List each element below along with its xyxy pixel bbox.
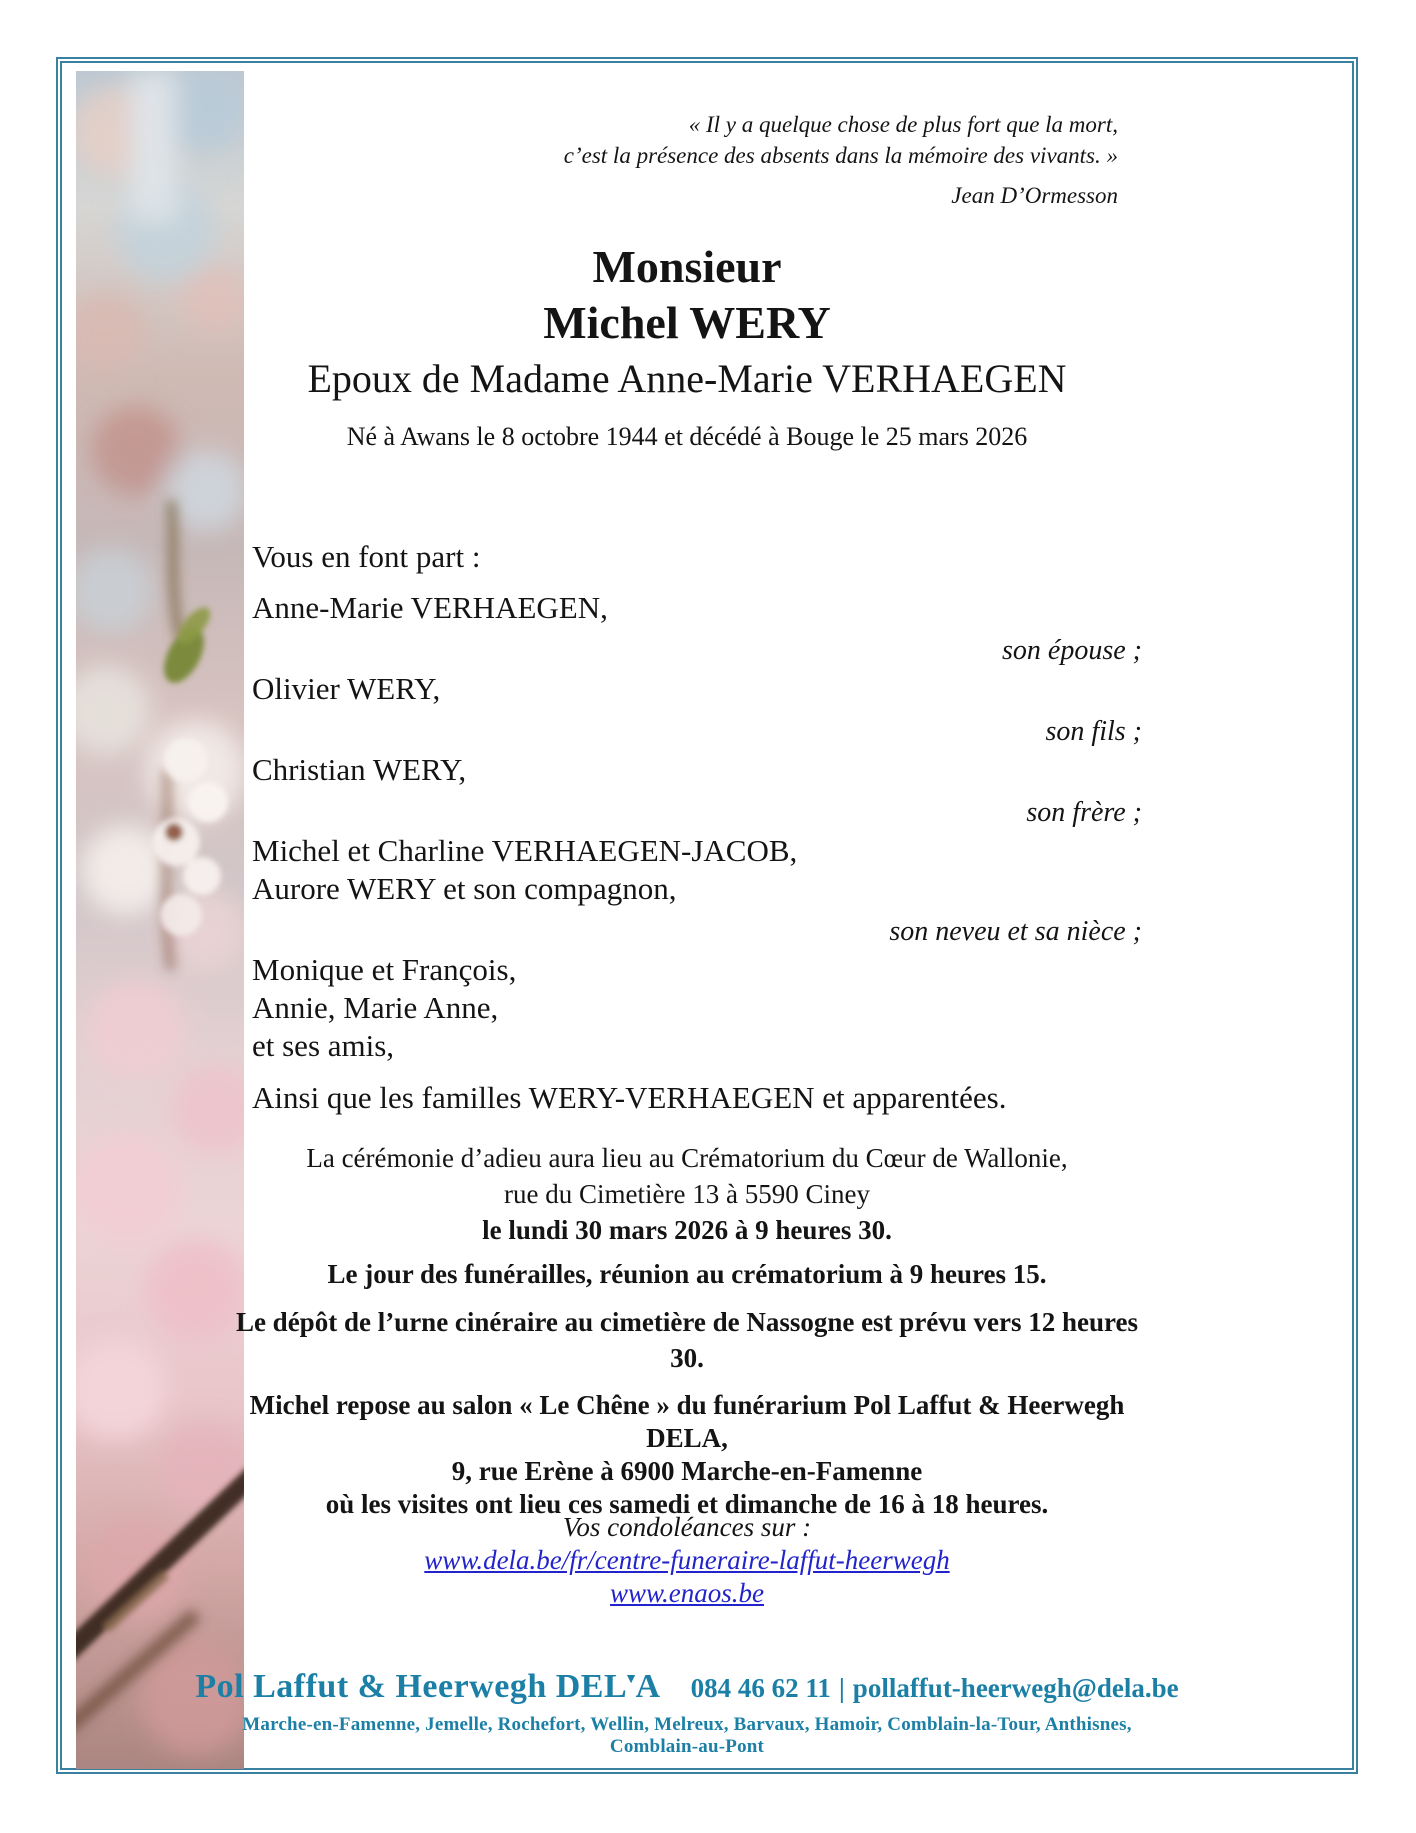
ceremony-datetime-line: le lundi 30 mars 2026 à 9 heures 30. <box>482 1215 892 1245</box>
urn-line: Le dépôt de l’urne cinéraire au cimetière de Nassogne est prévu vers 12 heures 30. <box>235 1307 1139 1373</box>
family-name: Anne-Marie VERHAEGEN, <box>252 590 608 625</box>
repose-block <box>232 1389 1142 1521</box>
salutation: Monsieur <box>592 241 782 292</box>
family-relation: son épouse ; <box>1002 635 1142 666</box>
family-name: Aurore WERY et son compagnon, <box>252 871 677 906</box>
quote-line: c’est la présence des absents dans la mémoire des vivants. » <box>563 143 1118 168</box>
footer-phone: 084 46 62 11 <box>690 1673 831 1703</box>
condolences-link-dela[interactable]: www.dela.be/fr/centre-funeraire-laffut-heerwegh <box>424 1545 950 1575</box>
family-name: Michel et Charline VERHAEGEN-JACOB, <box>252 833 798 868</box>
quote-line: « Il y a quelque chose de plus fort que la mort, <box>688 112 1118 137</box>
family-list <box>232 589 1142 1117</box>
funeral-home-footer <box>195 1668 1179 1758</box>
meeting-line: Le jour des funérailles, réunion au crématorium à 9 heures 15. <box>327 1259 1047 1289</box>
ceremony-address-line: rue du Cimetière 13 à 5590 Ciney <box>504 1179 870 1209</box>
families-closing-line: Ainsi que les familles WERY-VERHAEGEN et apparentées. <box>252 1080 1007 1115</box>
ceremony-details <box>232 1140 1142 1521</box>
family-name: Annie, Marie Anne, <box>252 990 499 1025</box>
family-name: Monique et François, <box>252 952 517 987</box>
repose-line: Michel repose au salon « Le Chêne » du funérarium Pol Laffut & Heerwegh DELA, <box>249 1390 1125 1453</box>
family-name: et ses amis, <box>252 1028 395 1063</box>
footer-email: pollaffut-heerwegh@dela.be <box>852 1673 1179 1703</box>
page-border-frame <box>56 57 1358 1774</box>
brand-text: Pol Laffut & Heerwegh DEL <box>195 1668 628 1705</box>
footer-contact <box>691 1673 1179 1704</box>
condolences-block <box>232 1511 1142 1610</box>
cherry-blossom-photo <box>76 71 244 1769</box>
family-name: Christian WERY, <box>252 752 467 787</box>
quote-attribution: Jean D’Ormesson <box>951 183 1118 208</box>
brand-text: A <box>635 1668 661 1705</box>
spouse-line: Epoux de Madame Anne-Marie VERHAEGEN <box>307 356 1067 401</box>
condolences-link-enaos[interactable]: www.enaos.be <box>610 1578 764 1608</box>
announcement-intro: Vous en font part : <box>252 539 481 574</box>
family-relation: son neveu et sa nièce ; <box>889 916 1142 947</box>
life-dates: Né à Awans le 8 octobre 1944 et décédé à Bouge le 25 mars 2026 <box>346 422 1028 451</box>
condolences-label: Vos condoléances sur : <box>562 1512 812 1542</box>
deceased-name: Michel WERY <box>543 297 831 348</box>
dela-triangle-icon: ▼ <box>624 1672 639 1687</box>
quote-block <box>232 109 1142 211</box>
ceremony-location-line: La cérémonie d’adieu aura lieu au Crématorium du Cœur de Wallonie, <box>306 1143 1068 1173</box>
funeral-home-logo <box>195 1668 660 1706</box>
repose-line: 9, rue Erène à 6900 Marche-en-Famenne <box>451 1456 923 1486</box>
footer-separator: | <box>838 1673 845 1703</box>
family-relation: son frère ; <box>1026 797 1142 828</box>
family-name: Olivier WERY, <box>252 671 441 706</box>
deceased-header <box>232 239 1142 453</box>
family-relation: son fils ; <box>1045 716 1142 747</box>
repose-line: où les visites ont lieu ces samedi et dimanche de 16 à 18 heures. <box>325 1489 1049 1519</box>
footer-cities: Marche-en-Famenne, Jemelle, Rochefort, Wellin, Melreux, Barvaux, Hamoir, Comblain-la-Tour, Anthisnes, Comblain-au-Pont <box>242 1714 1132 1757</box>
